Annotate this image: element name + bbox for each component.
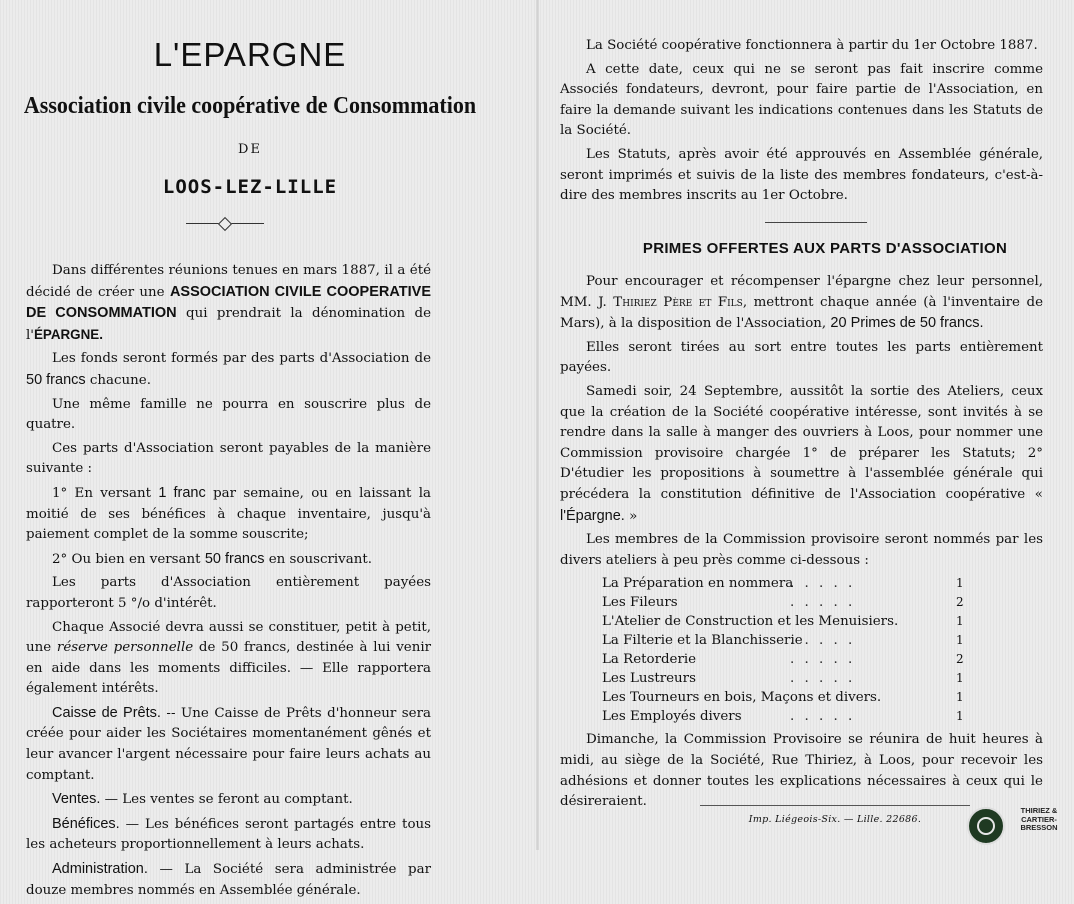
list-item: La Filterie et la Blanchisserie . . . . . 1 (602, 633, 964, 649)
list-item: Les Fileurs . . . . . 2 (602, 595, 964, 611)
document-de: DE (238, 142, 262, 157)
paragraph-commission: Les membres de la Commission provisoire seront nommés par les divers ateliers à peu près comme ci-dessous : (560, 532, 1043, 568)
list-item: L'Atelier de Construction et les Menuisiers. 1 (602, 614, 964, 630)
atelier-list (560, 574, 1043, 726)
right-page (540, 0, 1074, 850)
archive-name: THIRIEZ & CARTIER-BRESSON (1020, 806, 1058, 832)
document-subtitle: Association civile coopérative de Consommation (23, 90, 477, 119)
paragraph-fonds: Les fonds seront formés par des parts d'Association de 50 francs chacune. (26, 351, 431, 388)
document-title: L'EPARGNE (153, 36, 347, 73)
paragraph-interet: Les parts d'Association entièrement payées rapporteront 5 °/o d'intérêt. (26, 575, 431, 611)
left-page (0, 0, 540, 898)
archive-watermark (965, 805, 1071, 845)
ornament-divider (186, 223, 264, 224)
paragraph-option-1: 1° En versant 1 franc par semaine, ou en laissant la moitié de ses bénéfices à chaque inventaire, jusqu'à paiement complet de la somme souscrite; (26, 484, 431, 543)
list-item: Les Tourneurs en bois, Maçons et divers. 1 (602, 690, 964, 706)
paragraph-famille: Une même famille ne pourra en souscrire plus de quatre. (26, 396, 431, 433)
paragraph-caisse-prets: Caisse de Prêts. -- Une Caisse de Prêts d'honneur sera créée pour aider les Sociétaires momentanément gênés et leur avancer l'argent nécessaire pour faire leurs achats au comptant. (26, 704, 431, 783)
paragraph-inscription: A cette date, ceux qui ne se seront pas fait inscrire comme Associés fondateurs, devront, pour faire partie de l'Association, en faire la demande suivant les indications contenues dans les Statuts de la Société. (560, 61, 1043, 139)
paragraph-payables: Ces parts d'Association seront payables de la manière suivante : (26, 440, 431, 477)
paragraph-option-2: 2° Ou bien en versant 50 francs en souscrivant. (52, 550, 372, 567)
section-heading: PRIMES OFFERTES AUX PARTS D'ASSOCIATION (642, 240, 1008, 257)
archive-logo-icon (967, 807, 1005, 845)
left-body-text (26, 261, 431, 904)
list-item: La Retorderie . . . . . 2 (602, 652, 964, 668)
list-item: Les Employés divers . . . . . 1 (602, 709, 964, 725)
right-top-text (560, 36, 1043, 210)
paragraph-statuts: Les Statuts, après avoir été approuvés en Assemblée générale, seront imprimés et suivis de la liste des membres fondateurs, c'est-à-dire des membres inscrits au 1er Octobre. (560, 146, 1043, 204)
paragraph-primes: Pour encourager et récompenser l'épargne chez leur personnel, MM. J. Thiriez Père et Fils, mettront chaque année (à l'inventaire de Mars), à la disposition de l'Association, 20 Primes de 50 francs. (560, 274, 1043, 332)
right-main-text (560, 272, 1043, 816)
paragraph-tirage: Elles seront tirées au sort entre toutes les parts entièrement payées. (560, 339, 1043, 376)
document-place: LOOS-LEZ-LILLE (162, 176, 338, 198)
paragraph-benefices: Bénéfices. — Les bénéfices seront partagés entre tous les acheteurs proportionnellement à leurs achats. (26, 815, 431, 853)
paragraph-ventes: Ventes. — Les ventes se feront au comptant. (52, 791, 353, 808)
paragraph-creation: Dans différentes réunions tenues en mars 1887, il a été décidé de créer une ASSOCIATION CIVILE COOPERATIVE DE CONSOMMATION qui prendrait la dénomination de l'ÉPARGNE. (26, 263, 432, 343)
paragraph-dimanche: Dimanche, la Commission Provisoire se réunira de huit heures à midi, au siège de la Société, Rue Thiriez, à Loos, pour recevoir les adhésions et donner toutes les explications nécessaires à ceux qui le désireraient. (560, 732, 1043, 810)
paragraph-reunion: Samedi soir, 24 Septembre, aussitôt la sortie des Ateliers, ceux que la création de la Société coopérative intéresse, sont invités à se rendre dans la salle à manger des ouvriers à Loos, pour nommer une Commission provisoire chargée 1° de préparer les Statuts; 2° D'étudier les propositions à soumettre à l'assemblée générale qui précédera la constitution définitive de l'Association coopérative « l'Épargne. » (560, 383, 1043, 524)
paragraph-fonctionnement: La Société coopérative fonctionnera à partir du 1er Octobre 1887. (586, 38, 1038, 53)
paragraph-reserve: Chaque Associé devra aussi se constituer, petit à petit, une réserve personnelle de 50 francs, destinée à lui venir en aide dans les moments difficiles. — Elle rapportera également intérêts. (26, 619, 432, 697)
list-item: Les Lustreurs . . . . . 1 (602, 671, 964, 687)
paragraph-administration: Administration. — La Société sera administrée par douze membres nommés en Assemblée générale. (26, 861, 431, 898)
section-divider (765, 222, 867, 223)
list-item: La Préparation en nommera . . . . . 1 (602, 576, 964, 592)
printer-imprint: Imp. Liégeois-Six. — Lille. 22686. (700, 814, 970, 825)
